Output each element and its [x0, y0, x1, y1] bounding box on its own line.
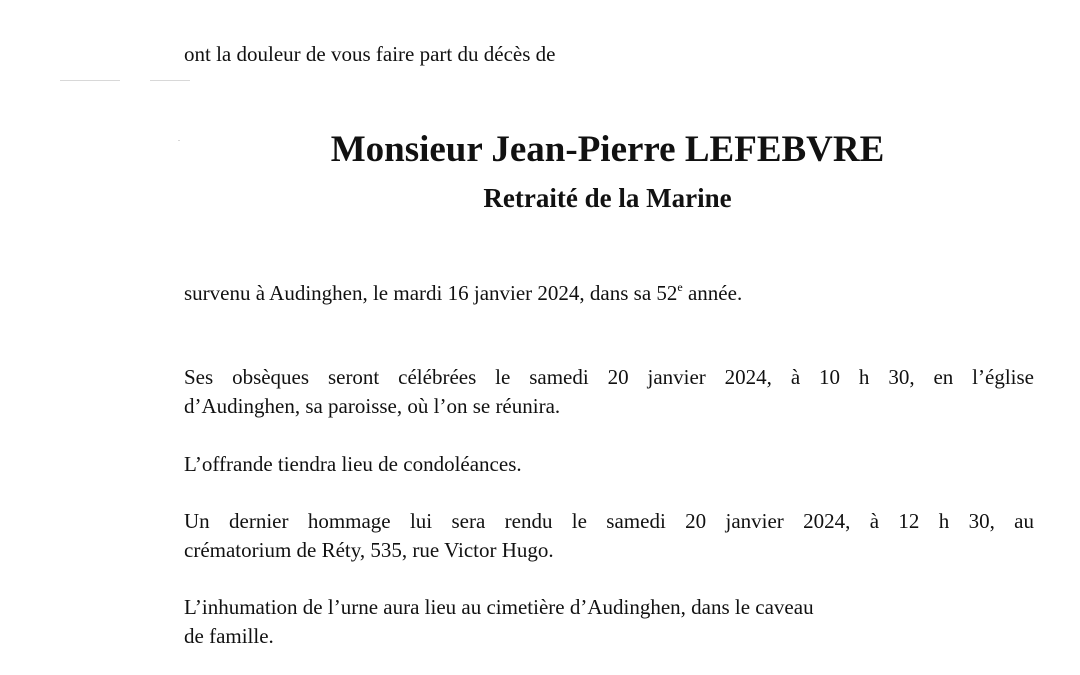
ordinal-suffix: e	[677, 280, 683, 294]
tribute-line-2: crématorium de Réty, 535, rue Victor Hugo.	[184, 538, 554, 562]
scan-mark	[150, 80, 190, 81]
funeral-line-2: d’Audinghen, sa paroisse, où l’on se réunira.	[184, 394, 561, 418]
death-text: survenu à Audinghen, le mardi 16 janvier 2024, dans sa 52	[184, 281, 678, 305]
scan-mark	[60, 80, 120, 81]
death-announcement	[184, 280, 742, 306]
death-text-end: année.	[682, 281, 743, 305]
burial-line-1: L’inhumation de l’urne aura lieu au cimetière d’Audinghen, dans le caveau	[184, 595, 814, 619]
offering-text: L’offrande tiendra lieu de condoléances.	[184, 452, 522, 476]
tribute-line-1: Un dernier hommage lui sera rendu le samedi 20 janvier 2024, à 12 h 30, au	[184, 509, 1034, 533]
deceased-name: Monsieur Jean-Pierre LEFEBVRE	[330, 129, 885, 170]
deceased-title: Retraité de la Marine	[483, 183, 732, 213]
intro-text: ont la douleur de vous faire part du décès de	[184, 42, 556, 66]
burial-line-2: de famille.	[184, 624, 274, 648]
tribute-paragraph	[184, 507, 1034, 565]
funeral-paragraph	[184, 363, 1034, 421]
funeral-line-1: Ses obsèques seront célébrées le samedi 20 janvier 2024, à 10 h 30, en l’église	[184, 365, 1034, 389]
